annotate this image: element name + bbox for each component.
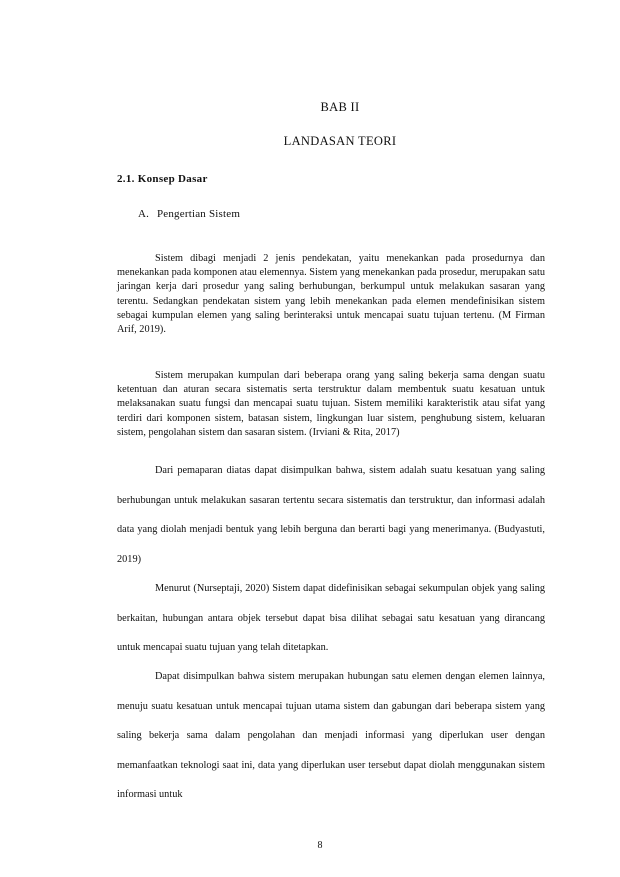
subsection-title: Pengertian Sistem	[156, 208, 241, 220]
chapter-number: BAB II	[320, 100, 360, 114]
subsection-letter: A.	[138, 208, 150, 220]
paragraph-3: Dari pemaparan diatas dapat disimpulkan bahwa, sistem adalah suatu kesatuan yang saling berhubungan untuk melakukan sasaran tertentu secara sistematis dan terstruktur, dan informasi adalah data yang diolah menjadi bentuk yang lebih berguna dan berarti bagi yang menerimanya. (Budyastuti, 2019)	[117, 465, 545, 565]
paragraph-4: Menurut (Nurseptaji, 2020) Sistem dapat didefinisikan sebagai sekumpulan objek yang saling berkaitan, hubungan antara objek tersebut dapat bisa dilihat sebagai satu kesatuan yang dirancang untuk mencapai suatu tujuan yang telah ditetapkan.	[117, 583, 545, 653]
chapter-title: LANDASAN TEORI	[283, 134, 397, 148]
paragraph-2: Sistem merupakan kumpulan dari beberapa orang yang saling bekerja sama dengan suatu ketentuan dan aturan secara sistematis serta terstruktur dalam membentuk suatu kesatuan untuk melaksanakan suatu fungsi dan mencapai suatu tujuan. Sistem memiliki karakteristik atau sifat yang terdiri dari komponen sistem, batasan sistem, lingkungan luar sistem, penghubung sistem, keluaran sistem, pengolahan sistem dan sasaran sistem. (Irviani & Rita, 2017)	[117, 370, 545, 438]
paragraph-1: Sistem dibagi menjadi 2 jenis pendekatan, yaitu menekankan pada prosedurnya dan menekankan pada komponen atau elemennya. Sistem yang menekankan pada prosedur, merupakan satu jaringan kerja dari prosedur yang saling berhubungan, berkumpul untuk melakukan sasaran yang terentu. Sedangkan pendekatan sistem yang lebih menekankan pada elemen mendefinisikan sistem sebagai kumpulan elemen yang saling berinteraksi untuk mencapai suatu tujuan tertenu. (M Firman Arif, 2019).	[117, 253, 545, 336]
page-number: 8	[317, 840, 323, 851]
paragraph-5: Dapat disimpulkan bahwa sistem merupakan hubungan satu elemen dengan elemen lainnya, menuju suatu kesatuan untuk mencapai tujuan utama sistem dan gabungan dari beberapa sistem yang saling bekerja sama dalam pengolahan dan menjadi informasi yang diperlukan user dengan memanfaatkan teknologi saat ini, data yang diperlukan user tersebut dapat diolah menggunakan sistem informasi untuk	[117, 671, 545, 800]
section-heading: 2.1. Konsep Dasar	[117, 173, 208, 185]
subsection-heading	[138, 208, 240, 220]
